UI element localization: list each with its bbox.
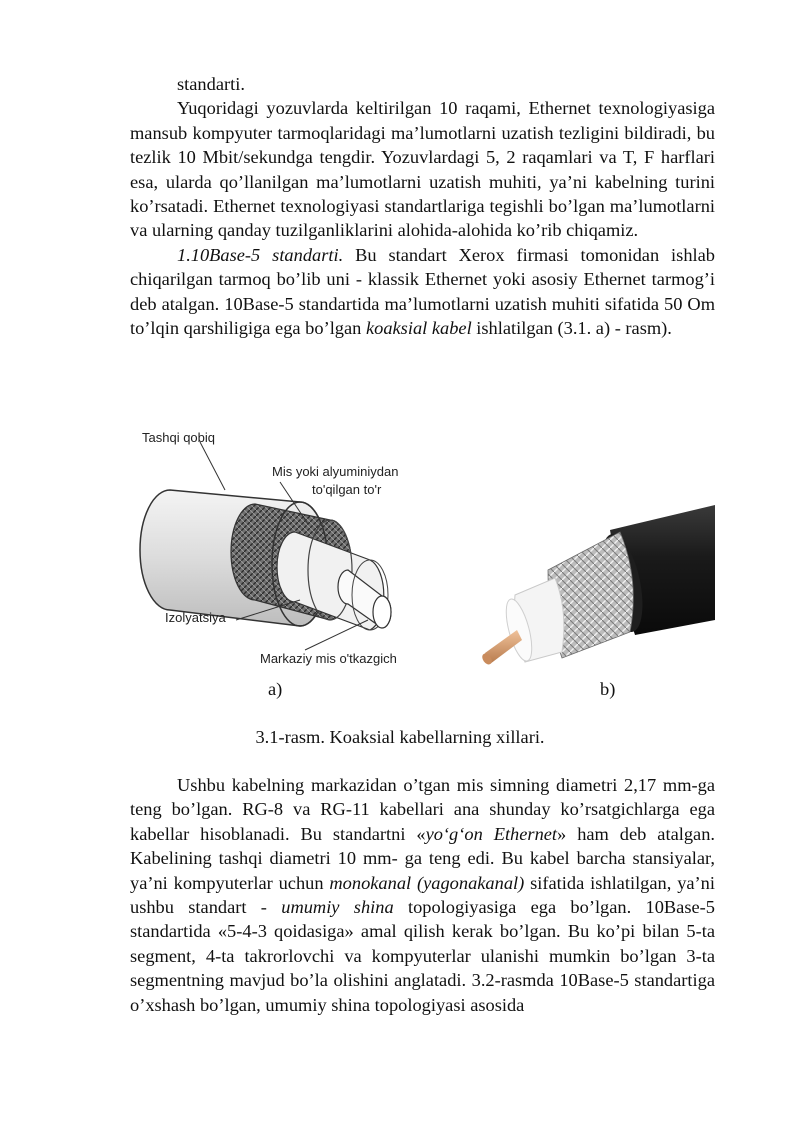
bottom-text-block [130,773,715,1017]
leader-outer-jacket [200,442,225,490]
label-insulation: Izolyatsiya [165,610,226,625]
cable-photo-b [480,505,715,666]
label-braid-line2: to'qilgan to'r [312,482,382,497]
paragraph-10base5-end: ishlatilgan (3.1. a) - rasm). [471,318,672,339]
coaxial-cable-figure [130,420,730,690]
paragraph-cable-details [130,773,715,1017]
label-center-conductor: Markaziy mis o'tkazgich [260,651,397,666]
text-segment-2: » ham deb atalgan. Kabelining tashqi diametri 10 mm- ga teng edi. Bu kabel barcha stansiyalar, ya’ni kompyuterlar uchun [130,823,715,893]
figure-caption: 3.1-rasm. Koaksial kabellarning xillari. [255,727,545,747]
top-text-block [130,72,715,340]
section-heading-10base5: 1.10Base-5 standarti. [177,244,344,265]
term-monokanal: monokanal (yagonakanal) [329,872,525,893]
label-outer-jacket: Tashqi qobiq [142,430,215,445]
intro-text: Yuqoridagi yozuvlarda keltirilgan 10 raqami, Ethernet texnologiyasiga mansub kompyuter tarmoqlaridagi ma’lumotlarni uzatish tezligini bildiradi, bu tezlik 10 Mbit/sekundga tengdir. Yozuvlardagi 5, 2 raqamlari va T, F harflari esa, ularda qo’llanilgan ma’lumotlarni uzatish muhiti, ya’ni kabelning turini ko’rsatadi. Ethernet texnologiyasi standartlariga tegishli bo’lgan ma’lumotlarni va ularning qanday tuzilganliklarini alohida-alohida ko’rib chiqamiz. [130,98,715,241]
subfigure-label-b: b) [600,679,616,699]
paragraph-10base5 [130,243,715,341]
cable-diagram-a [140,430,398,666]
paragraph-10base5-text: Bu standart Xerox firmasi tomonidan ishlab chiqarilgan tarmoq bo’lib uni - klassik Ethernet yoki asosiy Ethernet tarmog’i deb atalgan. 10Base-5 standartida ma’lumotlarni uzatish muhiti sifatida 50 Om to’lqin qarshiligiga ega bo’lgan [130,244,715,339]
term-koaksial-kabel: koaksial kabel [365,318,472,339]
term-yogon-ethernet: yo‘g‘on Ethernet [425,823,558,844]
leader-center-conductor [305,620,368,650]
paragraph-intro [130,96,715,242]
text-segment-3: sifatida ishlatilgan, ya’ni ushbu standart - [130,872,715,918]
term-umumiy-shina: umumiy shina [281,897,394,918]
label-braid-line1: Mis yoki alyuminiydan [272,464,399,479]
text-segment-1: Ushbu kabelning markazidan o’tgan mis simning diametri 2,17 mm-ga teng bo’lgan. RG-8 va RG-11 kabellari ana shunday ko’rsatgichlarga ega kabellar hisoblanadi. Bu standartni « [130,775,715,844]
text-standarti: standarti. [177,74,245,94]
text-segment-4: topologiyasiga ega bo’lgan. 10Base-5 standartida «5-4-3 qoidasiga» amal qilish kerak bo’lgan. Bu ko’pi bilan 5-ta segment, 4-ta takrorlovchi va kompyuterlar ulanishi mumkin bo’lgan 3-ta segmentning mavjud bo’la olishini anglatadi. 3.2-rasmda 10Base-5 standartiga o’xshash bo’lgan, umumiy shina topologiyasi asosida [130,897,715,1015]
paragraph-continuation [130,72,715,96]
subfigure-label-a: a) [268,679,283,699]
